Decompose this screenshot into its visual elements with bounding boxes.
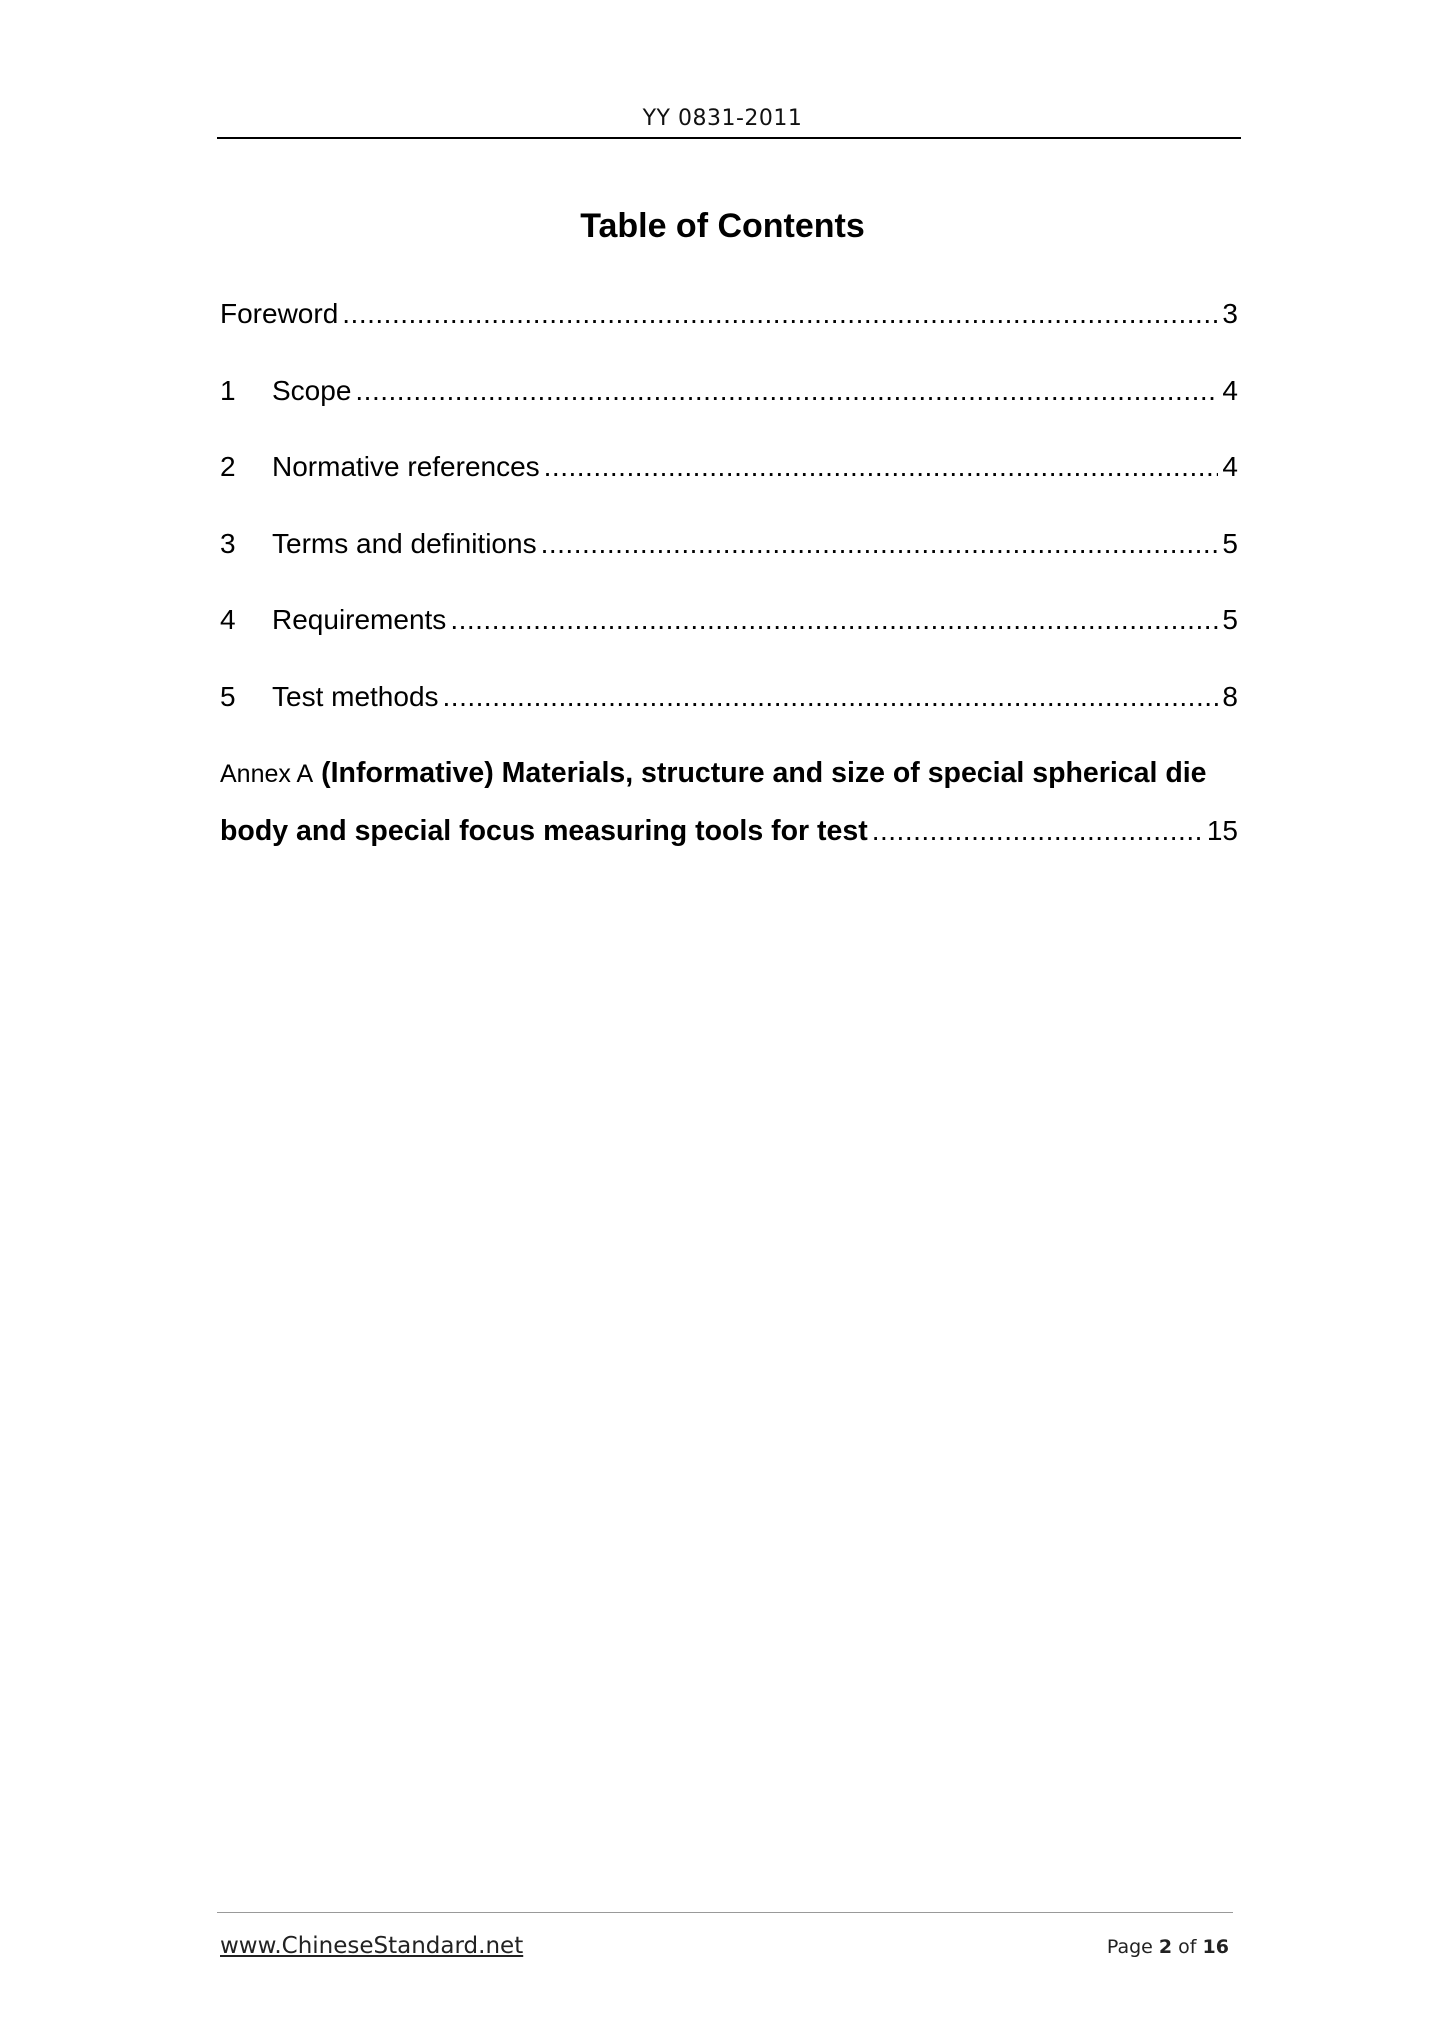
annex-title-line-2: [220, 807, 1238, 855]
toc-entry-number: 3: [220, 527, 236, 559]
toc-entry-normative-references[interactable]: [220, 443, 1238, 520]
toc-leader-dots: [544, 443, 1219, 491]
toc-entry-requirements[interactable]: [220, 596, 1238, 673]
toc-leader-dots: [342, 290, 1218, 338]
footer-page-current: 2: [1158, 1936, 1173, 1958]
toc-entry-page: 4: [1222, 451, 1238, 482]
toc-entry-scope[interactable]: [220, 367, 1238, 444]
footer-page-total: 16: [1202, 1936, 1229, 1958]
toc-entry-number: 5: [220, 680, 236, 712]
toc-entry-label: Terms and definitions: [272, 527, 537, 559]
toc-entry-number: 2: [220, 451, 236, 482]
toc-leader-dots: [872, 807, 1203, 855]
toc-entry-test-methods[interactable]: [220, 673, 1238, 750]
header-document-code: YY 0831-2011: [642, 106, 803, 131]
footer-divider: [217, 1912, 1233, 1913]
toc-entry-label: Scope: [272, 374, 352, 406]
toc-entry-page: 15: [1206, 815, 1238, 846]
footer-page-of: of: [1178, 1936, 1197, 1958]
toc-entry-terms-and-definitions[interactable]: [220, 520, 1238, 597]
footer-page-number: [1107, 1936, 1229, 1958]
toc-entry-number: 1: [220, 374, 236, 406]
toc-leader-dots: [541, 520, 1219, 568]
annex-prefix: Annex A: [220, 760, 314, 788]
annex-title-part-1: (Informative) Materials, structure and size of special spherical die: [321, 757, 1207, 789]
toc-leader-dots: [443, 673, 1219, 721]
toc-entry-annex-a[interactable]: [220, 749, 1238, 855]
annex-title-line-1: [220, 749, 1238, 807]
toc-entry-label: Requirements: [272, 604, 447, 635]
annex-title-first-part: [220, 749, 1207, 798]
toc-entry-foreword[interactable]: [220, 290, 1238, 367]
toc-entry-page: 5: [1222, 604, 1238, 635]
footer-page-word: Page: [1106, 1936, 1153, 1958]
toc-entry-label: Foreword: [220, 298, 339, 329]
table-of-contents: [220, 290, 1238, 855]
footer-website-link[interactable]: www.ChineseStandard.net: [220, 1933, 524, 1959]
toc-entry-label: Normative references: [272, 451, 540, 482]
toc-entry-number: 4: [220, 604, 236, 635]
annex-title-part-2: body and special focus measuring tools for test: [220, 815, 868, 847]
page-title: Table of Contents: [580, 207, 865, 245]
toc-entry-page: 4: [1222, 374, 1238, 406]
toc-leader-dots: [450, 596, 1218, 644]
toc-entry-page: 3: [1222, 298, 1238, 329]
toc-leader-dots: [355, 367, 1218, 415]
header-divider: [217, 137, 1241, 139]
toc-entry-label: Test methods: [272, 680, 439, 712]
toc-entry-page: 8: [1222, 680, 1238, 712]
toc-entry-page: 5: [1222, 527, 1238, 559]
